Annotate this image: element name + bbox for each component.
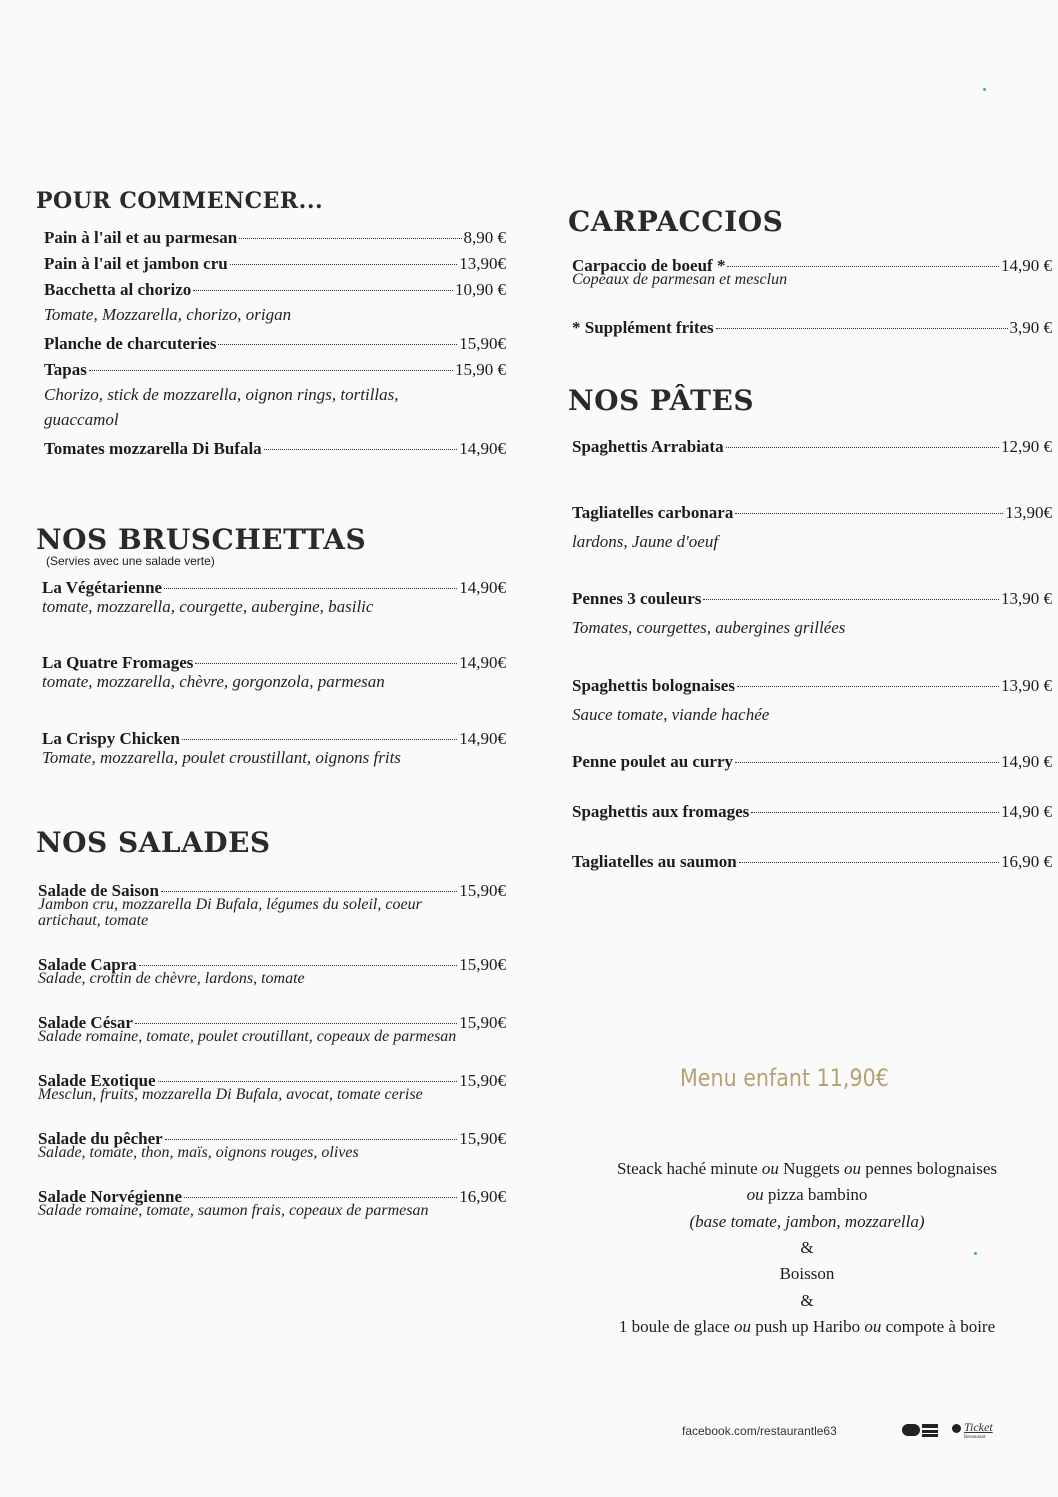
menu-enfant-line3 bbox=[572, 1209, 1042, 1235]
menu-item bbox=[572, 437, 1052, 457]
menu-item-name: Salade Norvégienne bbox=[38, 1187, 183, 1206]
menu-item-price: 3,90 € bbox=[1009, 318, 1052, 337]
menu-item-price: 14,90 € bbox=[1001, 801, 1052, 821]
dot-leader bbox=[726, 447, 999, 448]
menu-item-price: 13,90 € bbox=[1001, 588, 1052, 608]
menu-item-description: Copeaux de parmesan et mesclun bbox=[572, 271, 788, 288]
menu-item-price: 13,90€ bbox=[459, 254, 506, 273]
dot-leader bbox=[89, 370, 453, 371]
menu-item bbox=[42, 578, 506, 620]
menu-item-description: Tomate, Mozzarella, chorizo, origan bbox=[44, 305, 292, 324]
right-column bbox=[568, 205, 1052, 872]
ticket-dot-icon bbox=[952, 1424, 961, 1433]
menu-item-price: 15,90€ bbox=[459, 333, 506, 353]
menu-item-name: Salade César bbox=[38, 1013, 133, 1032]
menu-enfant-amp1: & bbox=[800, 1238, 814, 1258]
menu-item-name: Tagliatelles au saumon bbox=[572, 851, 737, 871]
section-title-pates: NOS PÂTES bbox=[568, 384, 755, 417]
menu-item-row bbox=[572, 802, 1052, 822]
menu-item bbox=[44, 334, 506, 354]
enfant-ou: ou bbox=[844, 1159, 862, 1178]
menu-item-row bbox=[572, 752, 1052, 772]
menu-item bbox=[42, 653, 506, 695]
dot-leader bbox=[165, 1139, 458, 1140]
menu-item bbox=[38, 1187, 506, 1219]
menu-item-price: 14,90€ bbox=[459, 728, 506, 748]
menu-item bbox=[38, 1129, 506, 1161]
menu-item bbox=[44, 360, 506, 433]
enfant-ou: ou bbox=[864, 1317, 882, 1337]
menu-item-name: Spaghettis aux fromages bbox=[572, 801, 750, 821]
bruschettas-list bbox=[42, 578, 506, 771]
menu-item-description: Salade romaine, tomate, saumon frais, copeaux de parmesan bbox=[38, 1202, 429, 1219]
menu-item-name: Pain à l'ail et au parmesan bbox=[44, 228, 238, 247]
menu-item-name: Bacchetta al chorizo bbox=[44, 280, 192, 299]
menu-item-price: 14,90€ bbox=[459, 438, 506, 458]
menu-item-price: 15,90€ bbox=[459, 881, 506, 900]
menu-item-row bbox=[572, 318, 1052, 338]
menu-item-row bbox=[572, 589, 1052, 609]
enfant-ou: ou bbox=[734, 1317, 752, 1337]
menu-item bbox=[572, 676, 1052, 728]
menu-enfant-body bbox=[572, 1156, 1042, 1340]
menu-enfant-line4: Boisson bbox=[779, 1264, 835, 1284]
menu-item-description: Chorizo, stick de mozzarella, oignon rings, tortillas, guaccamol bbox=[44, 384, 399, 429]
menu-item-price: 15,90€ bbox=[459, 1071, 506, 1090]
menu-item-name: Salade Capra bbox=[38, 955, 137, 974]
ticket-sub-label: Restaurant bbox=[964, 1435, 986, 1440]
decorative-dot bbox=[983, 88, 986, 91]
dot-leader bbox=[737, 686, 999, 687]
menu-item-description: Salade, crottin de chèvre, lardons, tomate bbox=[38, 970, 305, 987]
menu-item-row bbox=[572, 676, 1052, 696]
menu-enfant-line5 bbox=[572, 1314, 1042, 1340]
menu-item-description: lardons, Jaune d'oeuf bbox=[572, 532, 719, 551]
menu-item-price: 13,90 € bbox=[1001, 676, 1052, 695]
dot-leader bbox=[218, 344, 457, 345]
dot-leader bbox=[727, 266, 999, 267]
menu-item-price: 14,90€ bbox=[459, 577, 506, 597]
menu-item-price: 14,90€ bbox=[459, 653, 506, 672]
menu-item-name: Salade du pêcher bbox=[38, 1129, 163, 1148]
menu-item-name: La Crispy Chicken bbox=[42, 728, 180, 748]
menu-item-price: 16,90 € bbox=[1001, 851, 1052, 871]
enfant-text: Steack haché minute bbox=[616, 1159, 762, 1178]
menu-item-row bbox=[572, 437, 1052, 457]
menu-item bbox=[38, 1013, 506, 1045]
menu-item bbox=[42, 729, 506, 771]
menu-item bbox=[38, 1071, 506, 1103]
menu-item-description: Jambon cru, mozzarella Di Bufala, légumes du soleil, coeur artichaut, tomate bbox=[38, 896, 422, 929]
menu-item-row bbox=[44, 439, 506, 459]
dot-leader bbox=[739, 862, 999, 863]
menu-item-price: 8,90 € bbox=[463, 228, 506, 247]
menu-item-description: tomate, mozzarella, courgette, aubergine, basilic bbox=[42, 596, 374, 616]
menu-enfant-title: Menu enfant 11,90€ bbox=[680, 1064, 889, 1092]
menu-item-description: Tomates, courgettes, aubergines grillées bbox=[572, 617, 846, 637]
enfant-text: pennes bolognaises bbox=[861, 1159, 998, 1178]
menu-item-name: La Végétarienne bbox=[42, 577, 163, 597]
menu-item-description: Mesclun, fruits, mozzarella Di Bufala, avocat, tomate cerise bbox=[38, 1086, 423, 1103]
menu-item-description: Salade romaine, tomate, poulet croutillant, copeaux de parmesan bbox=[38, 1028, 457, 1045]
ce-logo-icon bbox=[902, 1422, 942, 1438]
ticket-label: Ticket bbox=[964, 1420, 993, 1434]
bruschettas-subtitle: (Servies avec une salade verte) bbox=[46, 553, 215, 568]
section-title-bruschettas: NOS BRUSCHETTAS bbox=[36, 522, 367, 556]
dot-leader bbox=[751, 812, 999, 813]
menu-item-description: tomate, mozzarella, chèvre, gorgonzola, parmesan bbox=[42, 672, 385, 691]
menu-item bbox=[38, 955, 506, 987]
facebook-link[interactable]: facebook.com/restaurantle63 bbox=[682, 1424, 837, 1438]
left-column bbox=[36, 180, 506, 1245]
menu-item-name: La Quatre Fromages bbox=[42, 653, 194, 672]
enfant-text: pizza bambino bbox=[763, 1185, 868, 1205]
menu-item-name: Tomates mozzarella Di Bufala bbox=[44, 438, 262, 458]
menu-item bbox=[572, 802, 1052, 822]
menu-item-description: Salade, tomate, thon, maïs, oignons rouges, olives bbox=[38, 1144, 359, 1161]
enfant-text: push up Haribo bbox=[751, 1317, 865, 1337]
menu-item-name: Spaghettis Arrabiata bbox=[572, 437, 724, 456]
menu-item-row bbox=[572, 852, 1052, 872]
menu-item bbox=[44, 228, 506, 248]
menu-item bbox=[38, 881, 506, 929]
dot-leader bbox=[184, 1197, 457, 1198]
salades-list bbox=[38, 881, 506, 1219]
menu-item bbox=[572, 589, 1052, 641]
menu-item-price: 15,90€ bbox=[459, 955, 506, 974]
menu-item-row bbox=[44, 254, 506, 274]
pour-commencer-list bbox=[44, 228, 506, 459]
menu-item bbox=[44, 280, 506, 328]
dot-leader bbox=[735, 513, 1003, 514]
menu-item bbox=[44, 254, 506, 274]
menu-enfant-line1 bbox=[572, 1156, 1042, 1182]
enfant-text: 1 boule de glace bbox=[618, 1317, 735, 1337]
dot-leader bbox=[182, 739, 457, 740]
menu-item-price: 13,90€ bbox=[1005, 503, 1052, 522]
menu-item-price: 15,90€ bbox=[459, 1013, 506, 1032]
enfant-ou: ou bbox=[746, 1185, 764, 1205]
menu-item-row bbox=[44, 360, 506, 380]
menu-item-name: Penne poulet au curry bbox=[572, 751, 734, 771]
dot-leader bbox=[135, 1023, 457, 1024]
menu-item-name: Planche de charcuteries bbox=[44, 333, 217, 353]
enfant-ou: ou bbox=[761, 1159, 779, 1178]
dot-leader bbox=[161, 891, 457, 892]
decorative-dot bbox=[974, 1252, 977, 1255]
menu-enfant-amp2: & bbox=[800, 1290, 814, 1310]
menu-item-row bbox=[44, 228, 506, 248]
menu-item bbox=[572, 852, 1052, 872]
pates-list bbox=[572, 437, 1052, 872]
menu-item-price: 14,90 € bbox=[1001, 751, 1052, 771]
dot-leader bbox=[735, 762, 999, 763]
dot-leader bbox=[139, 965, 458, 966]
enfant-text: compote à boire bbox=[881, 1317, 996, 1337]
dot-leader bbox=[193, 290, 453, 291]
menu-item-price: 15,90€ bbox=[459, 1129, 506, 1148]
menu-item-name: Pain à l'ail et jambon cru bbox=[44, 254, 228, 273]
menu-enfant-line2 bbox=[572, 1182, 1042, 1208]
menu-item-row bbox=[44, 280, 506, 300]
carpaccios-list bbox=[572, 256, 1052, 338]
menu-item-description: Sauce tomate, viande hachée bbox=[572, 705, 770, 724]
menu-item-price: 12,90 € bbox=[1001, 437, 1052, 456]
dot-leader bbox=[239, 238, 461, 239]
menu-item-name: Pennes 3 couleurs bbox=[572, 588, 702, 608]
dot-leader bbox=[164, 588, 457, 589]
menu-item bbox=[44, 439, 506, 459]
menu-item-price: 14,90 € bbox=[1001, 256, 1052, 275]
dot-leader bbox=[716, 328, 1008, 329]
menu-item-name: Tapas bbox=[44, 359, 87, 379]
ticket-restaurant-logo bbox=[952, 1420, 993, 1440]
dot-leader bbox=[158, 1081, 458, 1082]
menu-item bbox=[572, 318, 1052, 338]
menu-item-name: Spaghettis bolognaises bbox=[572, 676, 735, 695]
menu-item bbox=[572, 503, 1052, 555]
dot-leader bbox=[230, 264, 458, 265]
section-title-pour-commencer: POUR COMMENCER... bbox=[36, 188, 324, 214]
menu-item-name: Tagliatelles carbonara bbox=[572, 503, 734, 522]
menu-item-price: 15,90 € bbox=[455, 359, 506, 379]
menu-item-name: * Supplément frites bbox=[572, 318, 714, 337]
menu-item-name: Salade de Saison bbox=[38, 881, 159, 900]
enfant-text: Nuggets bbox=[778, 1159, 845, 1178]
menu-item-price: 10,90 € bbox=[455, 280, 506, 299]
menu-item-name: Carpaccio de boeuf * bbox=[572, 256, 726, 275]
menu-item bbox=[572, 752, 1052, 772]
menu-item-description: Tomate, mozzarella, poulet croustillant, oignons frits bbox=[42, 747, 401, 767]
enfant-text: (base tomate, jambon, mozzarella) bbox=[689, 1211, 925, 1231]
dot-leader bbox=[195, 663, 457, 664]
dot-leader bbox=[264, 449, 458, 450]
dot-leader bbox=[703, 599, 999, 600]
menu-item-price: 16,90€ bbox=[459, 1187, 506, 1206]
section-title-salades: NOS SALADES bbox=[36, 826, 271, 859]
menu-item-row bbox=[572, 503, 1052, 523]
menu-item bbox=[572, 256, 1052, 288]
menu-item-name: Salade Exotique bbox=[38, 1071, 156, 1090]
menu-item-row bbox=[44, 334, 506, 354]
section-title-carpaccios: CARPACCIOS bbox=[568, 205, 784, 238]
